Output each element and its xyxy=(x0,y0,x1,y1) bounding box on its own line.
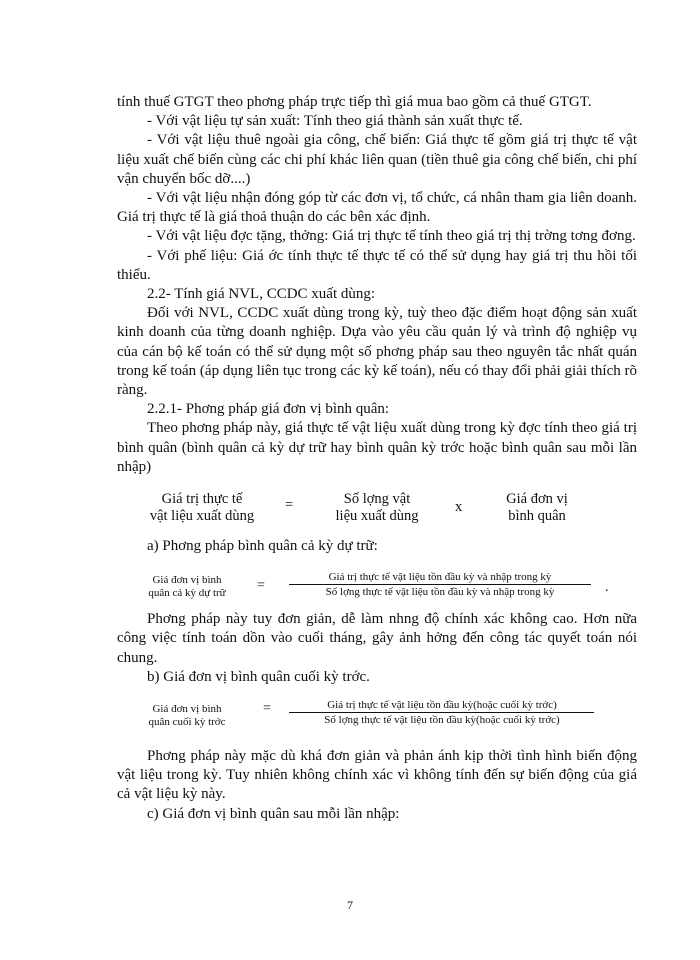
paragraph: Phơng pháp này mặc dù khá đơn giản và phản ánh kịp thời tình hình biến động vật liệu trong kỳ. Tuy nhiên không chính xác vì không tính đến sự biến động của giá cả vật liệu kỳ này. xyxy=(117,748,637,803)
formula-a-denominator: Số lợng thực tế vật liệu tồn đầu kỳ và nhập trong kỳ xyxy=(325,586,555,599)
fraction-bar xyxy=(289,712,594,713)
section-heading: 2.2- Tính giá NVL, CCDC xuất dùng: xyxy=(147,286,376,303)
subsection-c: c) Giá đơn vị bình quân sau mỗi lần nhập: xyxy=(147,805,400,822)
paragraph: - Với vật liệu nhận đóng góp từ các đơn vị, tổ chức, cá nhân tham gia liên doanh. Giá trị thực tế là giá thoả thuận do các bên xác định. xyxy=(117,190,637,226)
times-sign: x xyxy=(455,499,463,516)
formula-a-numerator: Giá trị thực tế vật liệu tồn đầu kỳ và nhập trong kỳ xyxy=(328,571,552,584)
paragraph: tính thuế GTGT theo phơng pháp trực tiếp thì giá mua bao gồm cả thuế GTGT. xyxy=(117,94,592,110)
paragraph: - Với vật liệu thuê ngoài gia công, chế biến: Giá thực tế gồm giá trị thực tế vật liệu xuất chế biến cùng các chi phí khác liên quan (tiền thuê gia công chế biến, chi phí vận chuyển bốc dỡ....) xyxy=(117,132,637,187)
paragraph: Phơng pháp này tuy đơn giản, dễ làm nhng độ chính xác không cao. Hơn nữa công việc tính toán dồn vào cuối tháng, gây ảnh hởng đến công tác quyết toán nói chung. xyxy=(117,611,637,666)
formula-term-quantity: Số lợng vật xyxy=(343,491,411,508)
paragraph: Đối với NVL, CCDC xuất dùng trong kỳ, tuỳ theo đặc điểm hoạt động sản xuất kinh doanh của từng doanh nghiệp. Dựa vào yêu cầu quản lý và trình độ nghiệp vụ của cán bộ kế toán có thể sử dụng một số phơng pháp sau theo nguyên tắc nhất quán trong kế toán (áp dụng liên tục trong các kỳ kế toán), nếu có thay đổi phải giải thích rõ ràng. xyxy=(117,305,637,399)
formula-term-value-2: vật liệu xuất dùng xyxy=(149,508,255,525)
paragraph: - Với vật liệu tự sản xuất: Tính theo giá thành sản xuất thực tế. xyxy=(147,113,523,130)
subsection-b: b) Giá đơn vị bình quân cuối kỳ trớc. xyxy=(147,668,370,685)
formula-term-price: Giá đơn vị xyxy=(506,491,568,508)
paragraph: - Với phế liệu: Giá ớc tính thực tế thực tế có thể sử dụng hay giá trị thu hồi tối thiểu. xyxy=(117,247,637,283)
formula-term-value: Giá trị thực tế xyxy=(161,491,243,508)
document-page xyxy=(117,93,637,824)
main-formula xyxy=(117,485,637,531)
formula-b-lhs-2: quân cuối kỳ trớc xyxy=(148,716,226,729)
fraction-bar xyxy=(289,584,591,585)
formula-b-numerator: Giá trị thực tế vật liệu tồn đầu kỳ(hoặc cuối kỳ trớc) xyxy=(327,699,557,712)
subsection-a: a) Phơng pháp bình quân cả kỳ dự trữ: xyxy=(147,538,378,555)
subsection-heading: 2.2.1- Phơng pháp giá đơn vị bình quân: xyxy=(147,401,390,418)
formula-b xyxy=(117,699,637,737)
formula-a xyxy=(117,562,637,600)
equals-sign: = xyxy=(257,578,265,594)
formula-b-lhs: Giá đơn vị bình xyxy=(152,703,222,716)
formula-b-denominator: Số lợng thực tế vật liệu tồn đầu kỳ(hoặc cuối kỳ trớc) xyxy=(324,714,560,727)
formula-a-lhs: Giá đơn vị bình xyxy=(152,574,222,587)
equals-sign: = xyxy=(285,497,294,514)
formula-a-lhs-2: quân cả kỳ dự trữ xyxy=(148,587,226,600)
paragraph: - Với vật liệu đợc tặng, thởng: Giá trị thực tế tính theo giá trị thị trờng tơng đơng. xyxy=(147,228,636,245)
formula-term-price-2: bình quân xyxy=(508,508,566,525)
period: . xyxy=(605,580,609,596)
equals-sign: = xyxy=(263,701,271,717)
formula-term-quantity-2: liệu xuất dùng xyxy=(335,508,419,525)
paragraph: Theo phơng pháp này, giá thực tế vật liệu xuất dùng trong kỳ đợc tính theo giá trị bình quân (bình quân cả kỳ dự trữ hay bình quân kỳ trớc hoặc bình quân sau mỗi lần nhập) xyxy=(117,420,637,475)
page-number: 7 xyxy=(347,898,353,912)
